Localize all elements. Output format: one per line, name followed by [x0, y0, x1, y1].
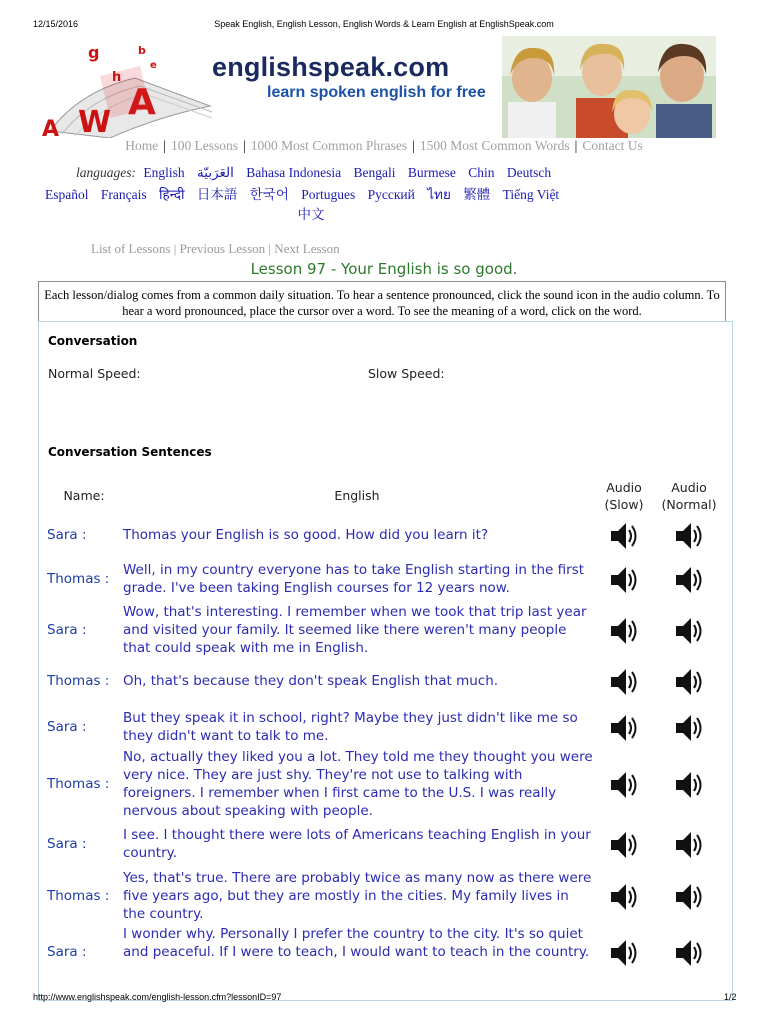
language-link[interactable]: Bahasa Indonesia: [246, 165, 342, 180]
audio-normal-speaker-icon[interactable]: [672, 936, 706, 970]
language-link[interactable]: Deutsch: [506, 165, 552, 180]
print-url: http://www.englishspeak.com/english-lesson.cfm?lessonID=97: [33, 992, 282, 1002]
audio-normal-speaker-icon[interactable]: [672, 880, 706, 914]
speaker-name[interactable]: Sara :: [47, 944, 87, 960]
normal-speed-label: Normal Speed:: [48, 366, 141, 381]
book-letter-4: e: [150, 60, 157, 71]
book-letter-7: A: [42, 117, 60, 138]
sentence-text[interactable]: No, actually they liked you a lot. They told me they thought you were very nice. They are just shy. They're not use to talking with foreigners. I remember when I first came to the U.S. I was really nervous about speaking with people.: [123, 749, 593, 819]
column-audio-slow-header: [594, 479, 654, 513]
column-name-header: Name:: [63, 488, 105, 503]
audio-slow-header-line1: Audio: [606, 480, 642, 495]
language-link[interactable]: 繁體: [463, 187, 491, 202]
site-brand[interactable]: englishspeak.com: [212, 52, 450, 82]
audio-slow-speaker-icon[interactable]: [607, 768, 641, 802]
table-row: [40, 869, 730, 925]
table-row: [40, 603, 730, 659]
audio-normal-speaker-icon[interactable]: [672, 519, 706, 553]
column-english-header: English: [334, 488, 380, 503]
audio-slow-speaker-icon[interactable]: [607, 563, 641, 597]
nav-separator: |: [574, 138, 578, 153]
audio-normal-speaker-icon[interactable]: [672, 614, 706, 648]
print-header: [0, 0, 768, 34]
sentence-text[interactable]: Yes, that's true. There are probably twice as many now as there were five years ago, but they are mostly in the cities. My family lives in the country.: [123, 870, 592, 922]
table-row: [40, 526, 730, 546]
language-link[interactable]: العَرَبيّة: [197, 165, 234, 180]
audio-normal-speaker-icon[interactable]: [672, 563, 706, 597]
lessonnav-separator: |: [173, 241, 177, 256]
list-of-lessons-link[interactable]: List of Lessons: [91, 241, 171, 256]
print-page-number: 1/2: [724, 992, 737, 1002]
language-link[interactable]: Русский: [367, 187, 415, 202]
language-link[interactable]: 한국어: [249, 187, 289, 202]
slow-speed-label: Slow Speed:: [368, 366, 445, 381]
language-link[interactable]: Tiếng Việt: [502, 187, 560, 202]
table-row: [40, 672, 730, 692]
audio-slow-speaker-icon[interactable]: [607, 519, 641, 553]
audio-normal-speaker-icon[interactable]: [672, 711, 706, 745]
nav-1500-words[interactable]: 1500 Most Common Words: [419, 138, 570, 153]
language-link[interactable]: Chin: [468, 165, 495, 180]
audio-normal-speaker-icon[interactable]: [672, 828, 706, 862]
lesson-title: Lesson 97 - Your English is so good.: [250, 260, 518, 278]
language-link[interactable]: Français: [100, 187, 147, 202]
language-link[interactable]: 日本語: [196, 187, 238, 202]
audio-slow-header-line2: (Slow): [604, 497, 644, 512]
nav-1000-phrases[interactable]: 1000 Most Common Phrases: [250, 138, 408, 153]
audio-slow-speaker-icon[interactable]: [607, 711, 641, 745]
languages-label: languages:: [76, 165, 136, 180]
sentence-text[interactable]: I see. I thought there were lots of Americans teaching English in your country.: [123, 827, 591, 861]
table-row: [40, 748, 730, 822]
audio-normal-header-line1: Audio: [671, 480, 707, 495]
language-row: [0, 204, 622, 225]
sentence-text[interactable]: Wow, that's interesting. I remember when we took that trip last year and visited your family. It seemed like there weren't many people that could speak with me in English.: [123, 604, 587, 656]
site-banner[interactable]: [40, 36, 716, 138]
nav-100-lessons[interactable]: 100 Lessons: [170, 138, 239, 153]
sentence-text[interactable]: Thomas your English is so good. How did you learn it?: [123, 527, 489, 543]
table-row: [40, 826, 730, 864]
audio-normal-header-line2: (Normal): [661, 497, 717, 512]
audio-slow-speaker-icon[interactable]: [607, 828, 641, 862]
table-row: [40, 925, 730, 981]
sentence-text[interactable]: I wonder why. Personally I prefer the country to the city. It's so quiet and peaceful. If I were to teach, I would want to teach in the country.: [123, 926, 590, 960]
language-link[interactable]: ไทย: [427, 187, 451, 202]
speaker-name[interactable]: Thomas :: [47, 673, 110, 689]
language-link[interactable]: Español: [45, 187, 89, 202]
audio-slow-speaker-icon[interactable]: [607, 936, 641, 970]
nav-contact-us[interactable]: Contact Us: [582, 138, 643, 153]
speaker-name[interactable]: Thomas :: [47, 571, 110, 587]
print-date: 12/15/2016: [33, 19, 79, 29]
language-link[interactable]: Burmese: [407, 165, 456, 180]
language-link[interactable]: Bengali: [353, 165, 396, 180]
students-photo-image: [502, 36, 716, 138]
nav-separator: |: [163, 138, 166, 153]
speaker-name[interactable]: Thomas :: [47, 888, 110, 904]
language-link[interactable]: 中文: [297, 207, 325, 222]
book-letter-5: A: [128, 82, 156, 123]
nav-home[interactable]: Home: [125, 138, 159, 153]
book-logo-image: [40, 36, 220, 138]
print-title: Speak English, English Lesson, English Words & Learn English at EnglishSpeak.com: [214, 19, 554, 29]
audio-normal-speaker-icon[interactable]: [672, 665, 706, 699]
lesson-navigation: [91, 241, 340, 257]
audio-normal-speaker-icon[interactable]: [672, 768, 706, 802]
audio-slow-speaker-icon[interactable]: [607, 880, 641, 914]
nav-separator: |: [243, 138, 246, 153]
sentence-text[interactable]: Oh, that's because they don't speak English that much.: [123, 673, 499, 689]
speaker-name[interactable]: Sara :: [47, 527, 87, 543]
book-letter-2: h: [112, 70, 122, 85]
book-letter-1: g: [88, 43, 100, 62]
sentence-text[interactable]: But they speak it in school, right? Maybe they just didn't like me so they didn't want to talk to me.: [123, 710, 578, 744]
book-letter-6: W: [78, 105, 112, 138]
conversation-heading: Conversation: [48, 334, 138, 348]
sentences-heading: Conversation Sentences: [48, 445, 212, 459]
speaker-name[interactable]: Thomas :: [47, 776, 110, 792]
nav-separator: |: [412, 138, 415, 153]
column-audio-normal-header: [656, 479, 722, 513]
table-row: [40, 561, 730, 599]
previous-lesson-link[interactable]: Previous Lesson: [179, 241, 266, 256]
table-row: [40, 709, 730, 747]
next-lesson-link[interactable]: Next Lesson: [274, 241, 340, 256]
lessonnav-separator: |: [268, 241, 272, 256]
audio-slow-speaker-icon[interactable]: [607, 614, 641, 648]
instructions-box: Each lesson/dialog comes from a common daily situation. To hear a sentence pronounced, click the sound icon in the audio column. To hear a word pronounced, place the cursor over a word. To see the meaning of a word, click on the word.: [38, 281, 726, 321]
language-link[interactable]: Portugues: [301, 187, 356, 202]
top-navigation: [0, 138, 768, 154]
language-link[interactable]: English: [143, 165, 185, 180]
language-row: [45, 184, 559, 205]
language-row: [76, 162, 551, 183]
print-footer: [0, 990, 768, 1020]
book-letter-3: b: [138, 44, 146, 57]
speaker-name[interactable]: Sara :: [47, 622, 87, 638]
speaker-name[interactable]: Sara :: [47, 836, 87, 852]
site-tagline: learn spoken english for free: [267, 84, 486, 101]
audio-slow-speaker-icon[interactable]: [607, 665, 641, 699]
sentence-text[interactable]: Well, in my country everyone has to take English starting in the first grade. I've been taking English courses for 12 years now.: [123, 562, 585, 596]
speaker-name[interactable]: Sara :: [47, 719, 87, 735]
language-link[interactable]: हिन्दी: [158, 187, 185, 202]
